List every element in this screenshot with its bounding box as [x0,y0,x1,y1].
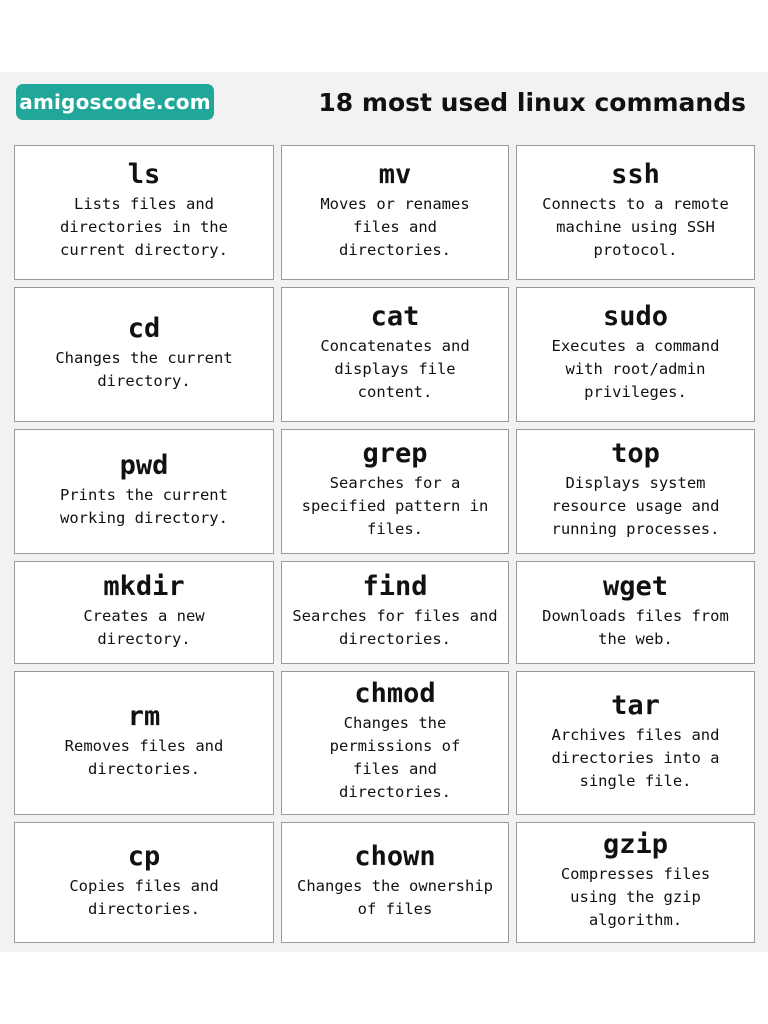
page-title: 18 most used linux commands [318,88,746,117]
command-card-rm [14,671,274,815]
command-description: Archives files and directories into a single file. [551,725,720,790]
command-card-mv [281,145,509,280]
command-description: Connects to a remote machine using SSH protocol. [542,195,729,259]
command-description: Creates a new directory. [83,606,205,648]
command-card-ssh [516,145,755,280]
command-description: Changes the current directory. [55,348,233,390]
command-card-top [516,429,755,554]
command-name: chmod [354,678,436,709]
command-card-cd [14,287,274,422]
command-card-gzip [516,822,755,943]
command-card-find [281,561,509,664]
command-name: wget [602,570,669,602]
command-card-chmod [281,671,509,815]
brand-badge: amigoscode.com [16,84,214,120]
command-description: Moves or renames files and directories. [320,195,470,259]
command-name: grep [362,438,428,469]
command-card-cat [281,287,509,422]
command-card-chown [281,822,509,943]
command-description: Searches for files and directories. [292,606,498,648]
command-description: Displays system resource usage and running processes. [551,474,720,538]
command-name: tar [611,689,660,721]
command-name: rm [127,701,161,732]
command-name: chown [354,840,436,872]
command-card-ls [14,145,274,280]
command-card-mkdir [14,561,274,664]
command-description: Copies files and directories. [69,876,219,918]
command-name: pwd [119,449,169,481]
command-name: mkdir [103,570,185,602]
command-card-cp [14,822,274,943]
command-card-grep [281,429,509,554]
command-description: Downloads files from the web. [542,606,729,648]
command-name: sudo [602,301,669,332]
command-description: Executes a command with root/admin privileges. [551,337,720,401]
command-description: Removes files and directories. [64,737,224,778]
command-card-pwd [14,429,274,554]
command-description: Prints the current working directory. [60,485,228,527]
command-description: Compresses files using the gzip algorithm. [560,865,711,929]
command-name: gzip [602,829,669,860]
command-card-tar [516,671,755,815]
command-name: top [611,438,660,469]
command-description: Concatenates and displays file content. [320,337,470,401]
command-name: ls [127,159,161,190]
command-card-sudo [516,287,755,422]
command-card-wget [516,561,755,664]
command-description: Searches for a specified pattern in files. [301,474,489,538]
command-name: cat [370,301,420,332]
command-description: Changes the ownership of files [297,876,493,918]
command-name: mv [378,159,412,190]
command-name: find [362,570,428,602]
command-name: cd [127,312,161,344]
command-name: ssh [611,159,660,190]
command-description: Lists files and directories in the current directory. [60,195,228,259]
command-name: cp [127,840,161,872]
command-description: Changes the permissions of files and directories. [329,714,461,801]
